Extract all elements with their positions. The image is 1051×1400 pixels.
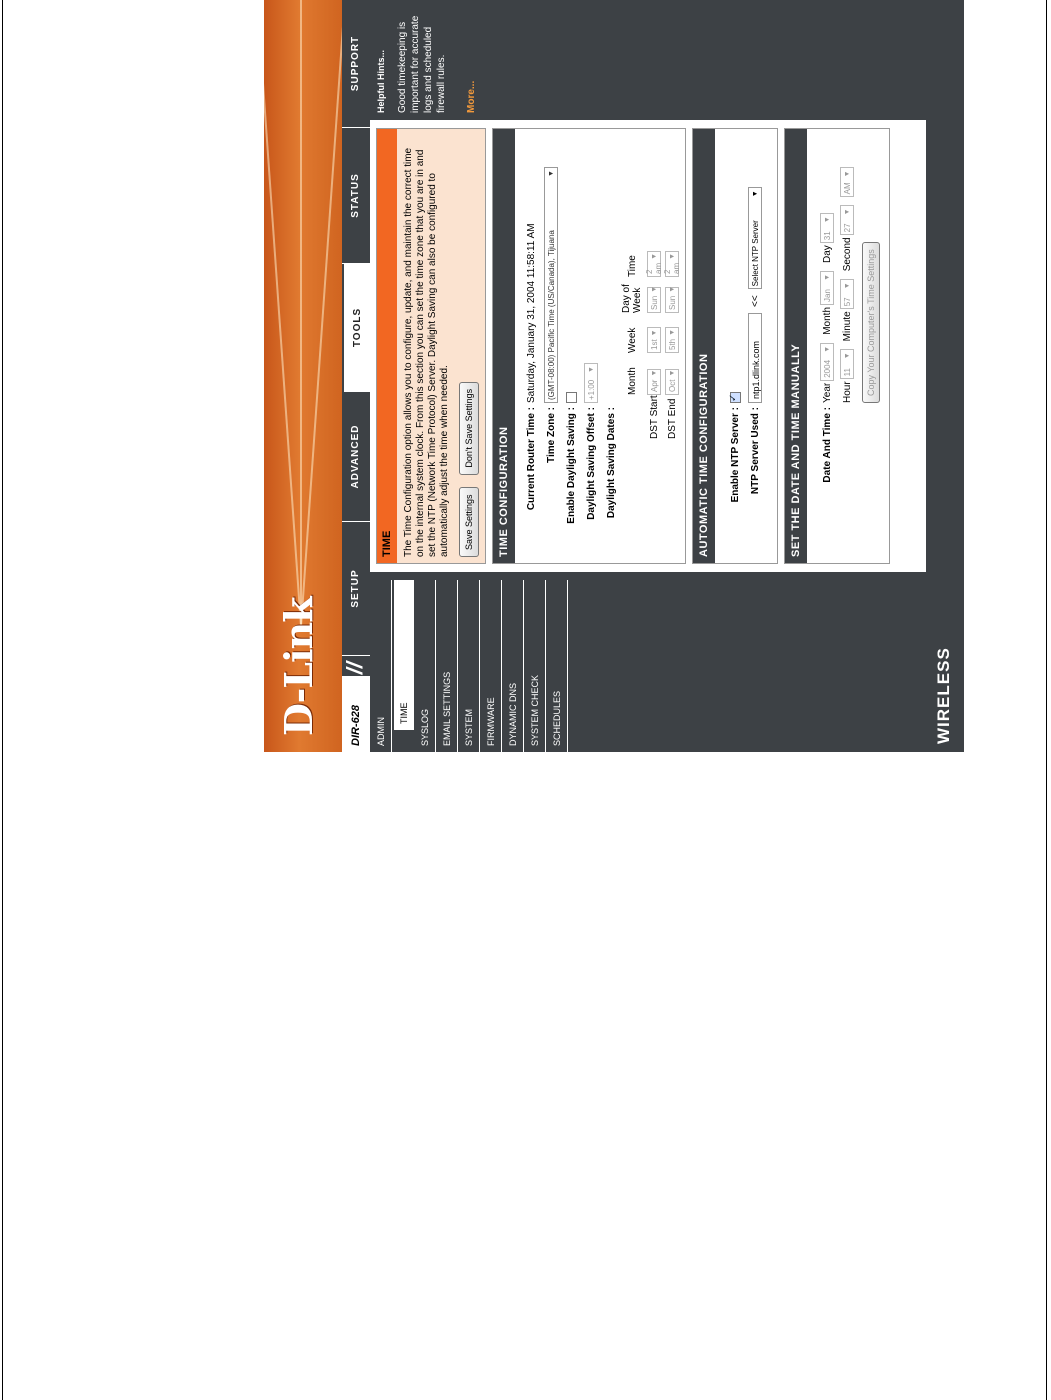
chevron-down-icon: ▼ (843, 282, 851, 290)
enable-ntp-label: Enable NTP Server : (729, 407, 741, 503)
dst-end-dow-select[interactable] (665, 287, 679, 313)
dst-end-label: DST End (666, 398, 678, 439)
dst-end-dow-value: Sun (667, 295, 677, 310)
dst-start-time-value: 2 am (645, 262, 663, 274)
dst-col-month: Month (626, 367, 638, 395)
main-tab-bar (342, 0, 370, 752)
manual-time-section (784, 128, 890, 564)
chevron-down-icon: ▼ (843, 352, 851, 360)
ntp-server-select[interactable] (748, 187, 762, 289)
dst-offset-row (581, 129, 601, 563)
sidebar-item-schedules[interactable]: SCHEDULES (546, 580, 568, 752)
sidebar-item-admin[interactable]: ADMIN (370, 580, 392, 752)
dst-offset-select[interactable] (584, 363, 598, 403)
dst-start-week-value: 1st (649, 339, 659, 350)
dst-end-week-value: 5th (667, 338, 677, 350)
sidebar (370, 580, 926, 752)
current-router-time-row (521, 129, 541, 563)
chevron-down-icon: ▼ (587, 366, 595, 373)
hour-select[interactable] (840, 349, 854, 379)
dst-start-dow-select[interactable] (647, 287, 661, 313)
chevron-down-icon: ▼ (650, 285, 658, 293)
current-router-time-label: Current Router Time : (525, 407, 537, 511)
sidebar-item-dynamic-dns[interactable]: DYNAMIC DNS (502, 580, 524, 752)
sidebar-item-firmware[interactable]: FIRMWARE (480, 580, 502, 752)
footer-bar (926, 0, 964, 752)
hour-label: Hour (841, 381, 853, 403)
sidebar-item-system-check[interactable]: SYSTEM CHECK (524, 580, 546, 752)
dst-start-dow-value: Sun (649, 295, 659, 310)
tab-tools[interactable]: TOOLS (344, 264, 370, 392)
chevron-down-icon: ▼ (650, 369, 658, 377)
save-settings-button[interactable]: Save Settings (459, 487, 479, 557)
month-select[interactable] (820, 271, 834, 305)
brand-banner (264, 0, 342, 752)
year-select[interactable] (820, 343, 834, 381)
model-label (342, 662, 370, 752)
dst-col-week: Week (626, 327, 638, 353)
router-admin-page (264, 0, 964, 752)
chevron-down-icon: ▼ (843, 208, 851, 216)
automatic-time-section (692, 128, 778, 564)
hints-title: Helpful Hints... (376, 50, 386, 113)
enable-ntp-checkbox[interactable] (730, 392, 741, 403)
enable-dst-row (561, 129, 581, 563)
ntp-server-select-value: Select NTP Server (750, 220, 760, 287)
ampm-select[interactable] (840, 167, 854, 197)
intro-body (397, 129, 485, 563)
intro-text: The Time Configuration option allows you to configure, update, and maintain the correct time on the internal system clock. From this section you can set the time zone that you are in and set the NTP (Network Time Protocol) Server. Daylight Saving can also be configured to automatically adjust the time when needed. (403, 147, 450, 557)
ntp-server-input[interactable]: ntp1.dlink.com (748, 313, 762, 403)
dst-start-month-select[interactable] (647, 369, 661, 395)
hints-more-link[interactable]: More... (466, 80, 477, 113)
chevron-down-icon: ▼ (650, 252, 658, 260)
day-value: 31 (822, 231, 832, 241)
dst-offset-label: Daylight Saving Offset : (585, 407, 597, 520)
enable-ntp-row (725, 129, 745, 563)
day-select[interactable] (820, 213, 834, 243)
time-zone-value: (GMT-08:00) Pacific Time (US/Canada), Tijuana (546, 230, 556, 400)
dst-dates-grid (621, 129, 679, 439)
ampm-value: AM (842, 182, 852, 195)
ntp-server-label: NTP Server Used : (749, 407, 761, 495)
main-content (370, 120, 926, 572)
date-and-time-label: Date And Time : (821, 407, 833, 483)
chevron-down-icon: ▼ (823, 216, 831, 224)
chevron-down-icon: ▼ (547, 170, 555, 177)
chevron-down-icon: ▼ (668, 285, 676, 293)
time-configuration-section (492, 128, 686, 564)
footer-wireless-logo: WIRELESS (934, 647, 953, 744)
day-label: Day (821, 245, 833, 263)
section-title-manual-time: SET THE DATE AND TIME MANUALLY (785, 129, 807, 563)
sidebar-item-email-settings[interactable]: EMAIL SETTINGS (436, 580, 458, 752)
chevron-down-icon: ▼ (668, 328, 676, 336)
page-border-left (2, 0, 3, 1400)
ntp-copy-arrow-button[interactable]: << (749, 295, 761, 307)
tab-advanced[interactable]: ADVANCED (342, 392, 370, 522)
year-value: 2004 (822, 359, 832, 378)
dst-start-label: DST Start (648, 395, 660, 439)
second-label: Second (841, 237, 853, 272)
sidebar-item-time[interactable]: TIME (394, 580, 414, 730)
enable-dst-checkbox[interactable] (566, 392, 577, 403)
tab-status[interactable]: STATUS (342, 128, 370, 264)
chevron-down-icon: ▼ (668, 369, 676, 377)
enable-dst-label: Enable Daylight Saving : (565, 407, 577, 524)
month-value: Jan (822, 289, 832, 302)
minute-select[interactable] (840, 279, 854, 309)
dst-end-month-select[interactable] (665, 369, 679, 395)
manual-date-row (817, 129, 837, 563)
section-title-time: TIME (377, 129, 397, 563)
dst-dates-label: Daylight Saving Dates : (605, 407, 617, 519)
dont-save-settings-button[interactable]: Don't Save Settings (459, 382, 479, 475)
section-title-automatic-time: AUTOMATIC TIME CONFIGURATION (693, 129, 715, 563)
dst-end-time-select[interactable] (665, 251, 679, 277)
dlink-logo: D-Link (276, 597, 321, 736)
chevron-down-icon: ▼ (823, 273, 831, 281)
dst-start-time-select[interactable] (647, 251, 661, 277)
chevron-down-icon: ▼ (668, 252, 676, 260)
slash-decoration: // (342, 662, 367, 675)
current-router-time-value: Saturday, January 31, 2004 11:58:11 AM (525, 223, 537, 403)
dst-col-time: Time (626, 255, 638, 277)
second-select[interactable] (840, 205, 854, 235)
dst-end-week-select[interactable] (665, 327, 679, 353)
sidebar-item-syslog[interactable]: SYSLOG (414, 580, 436, 752)
dst-dates-row (601, 129, 621, 563)
time-zone-select[interactable] (544, 167, 558, 403)
minute-value: 57 (842, 297, 852, 307)
dst-col-dow: Day of Week (621, 284, 643, 313)
minute-label: Minute (841, 311, 853, 342)
chevron-down-icon: ▼ (823, 345, 831, 353)
copy-computer-time-button[interactable]: Copy Your Computer's Time Settings (862, 242, 880, 403)
year-label: Year (821, 382, 833, 403)
time-intro-section (376, 128, 486, 564)
intro-buttons (451, 135, 479, 557)
hints-text: Good timekeeping is important for accurate logs and scheduled firewall rules. (397, 15, 447, 113)
model-name: DIR-628 (350, 705, 362, 746)
tab-setup[interactable]: SETUP (342, 522, 370, 656)
time-zone-row (541, 129, 561, 563)
body-area (370, 0, 926, 752)
dst-start-week-select[interactable] (647, 327, 661, 353)
second-value: 27 (842, 223, 852, 233)
tab-support[interactable]: SUPPORT (342, 0, 370, 128)
helpful-hints-panel (370, 0, 926, 119)
hour-value: 11 (842, 368, 852, 377)
copy-time-row (857, 129, 881, 563)
chevron-down-icon: ▼ (843, 170, 851, 178)
dst-offset-value: +1:00 (586, 379, 596, 400)
dst-end-time-value: 2 am (663, 262, 681, 274)
sidebar-item-system[interactable]: SYSTEM (458, 580, 480, 752)
chevron-down-icon: ▼ (650, 329, 658, 337)
dst-end-month-value: Oct (667, 379, 677, 392)
section-title-time-configuration: TIME CONFIGURATION (493, 129, 515, 563)
dst-start-month-value: Apr (649, 379, 659, 392)
chevron-down-icon: ▼ (751, 190, 759, 198)
month-label: Month (821, 306, 833, 335)
page-border-right (1046, 0, 1047, 1400)
time-zone-label: Time Zone : (545, 407, 557, 463)
ntp-server-row (745, 129, 765, 563)
manual-time-row (837, 129, 857, 563)
